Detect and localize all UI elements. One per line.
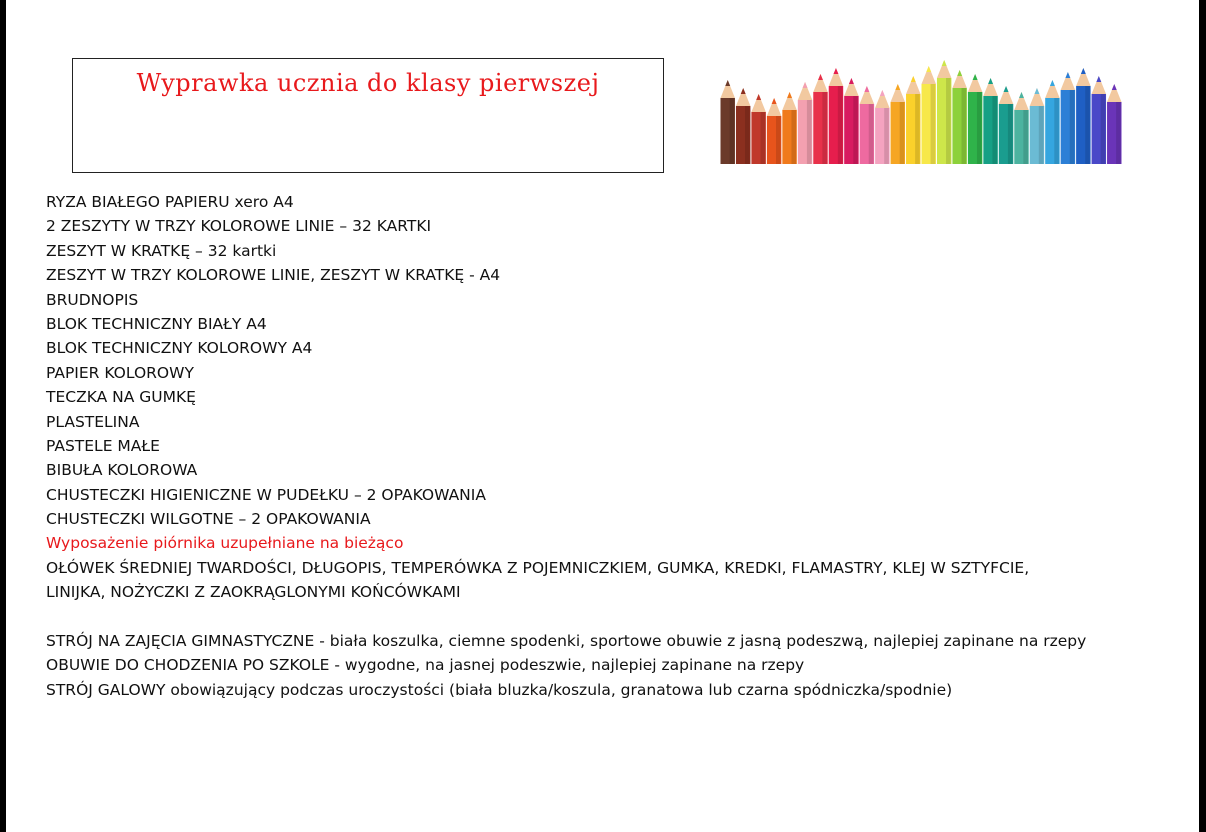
pencil-icon [860,86,874,164]
pencil-case-heading: Wyposażenie piórnika uzupełniane na bieżąco [46,534,404,553]
pencil-icon [1014,92,1028,164]
colored-pencils-image [720,58,1122,164]
list-item: ZESZYT W KRATKĘ – 32 kartki [46,241,277,260]
pencil-icon [782,92,796,164]
list-item: TECZKA NA GUMKĘ [46,388,196,407]
pencil-icon [968,74,982,164]
pencil-icon [891,84,905,164]
pencil-icon [736,88,750,164]
list-item: PAPIER KOLOROWY [46,363,194,382]
list-item: STRÓJ NA ZAJĘCIA GIMNASTYCZNE - biała koszulka, ciemne spodenki, sportowe obuwie z jasną podeszwą, najlepiej zapinane na rzepy [46,632,1087,651]
pencil-icon [1092,76,1106,164]
document-page [6,0,1199,832]
pencil-icon [721,80,735,164]
list-item: STRÓJ GALOWY obowiązujący podczas uroczystości (biała bluzka/koszula, granatowa lub czarna spódniczka/spodnie) [46,680,953,699]
pencil-icon [952,70,966,164]
pencil-icon [751,94,765,164]
list-item: BLOK TECHNICZNY BIAŁY A4 [46,314,267,333]
pencil-icon [983,78,997,164]
pencil-icon [937,60,951,164]
pencil-case-line: LINIJKA, NOŻYCZKI Z ZAOKRĄGLONYMI KOŃCÓWKAMI [46,583,461,602]
pencil-icon [922,66,936,164]
list-item: CHUSTECZKI WILGOTNE – 2 OPAKOWANIA [46,510,371,529]
document-body [46,190,1186,702]
list-item: RYZA BIAŁEGO PAPIERU xero A4 [46,193,294,211]
pencil-icon [829,68,843,164]
list-item: 2 ZESZYTY W TRZY KOLOROWE LINIE – 32 KARTKI [46,217,432,236]
list-item: OBUWIE DO CHODZENIA PO SZKOLE - wygodne, na jasnej podeszwie, najlepiej zapinane na rzepy [46,656,805,675]
pencil-icon [875,90,889,164]
clothing-list [46,629,1186,702]
supplies-list [46,190,1186,531]
pencil-icon [767,98,781,164]
pencil-icon [1107,84,1121,164]
spacer [46,605,1186,629]
pencil-icon [1061,72,1075,164]
page-title: Wyprawka ucznia do klasy pierwszej [136,69,600,97]
pencil-case-line: OŁÓWEK ŚREDNIEJ TWARDOŚCI, DŁUGOPIS, TEMPERÓWKA Z POJEMNICZKIEM, GUMKA, KREDKI, FLAMASTRY, KLEJ W SZTYFCIE, [46,558,1030,577]
pencil-icon [906,76,920,164]
pencil-icon [798,82,812,164]
list-item: ZESZYT W TRZY KOLOROWE LINIE, ZESZYT W KRATKĘ - A4 [46,266,501,285]
list-item: BIBUŁA KOLOROWA [46,461,198,480]
pencil-icon [1030,88,1044,164]
pencil-icon [813,74,827,164]
pencil-icon [844,78,858,164]
list-item: PASTELE MAŁE [46,436,160,455]
pencil-icon [999,86,1013,164]
list-item: BLOK TECHNICZNY KOLOROWY A4 [46,339,313,358]
pencil-icon [1045,80,1059,164]
list-item: BRUDNOPIS [46,290,139,309]
title-box [72,58,664,173]
pencil-icon [1076,68,1090,164]
list-item: CHUSTECZKI HIGIENICZNE W PUDEŁKU – 2 OPAKOWANIA [46,485,486,504]
list-item: PLASTELINA [46,412,140,431]
